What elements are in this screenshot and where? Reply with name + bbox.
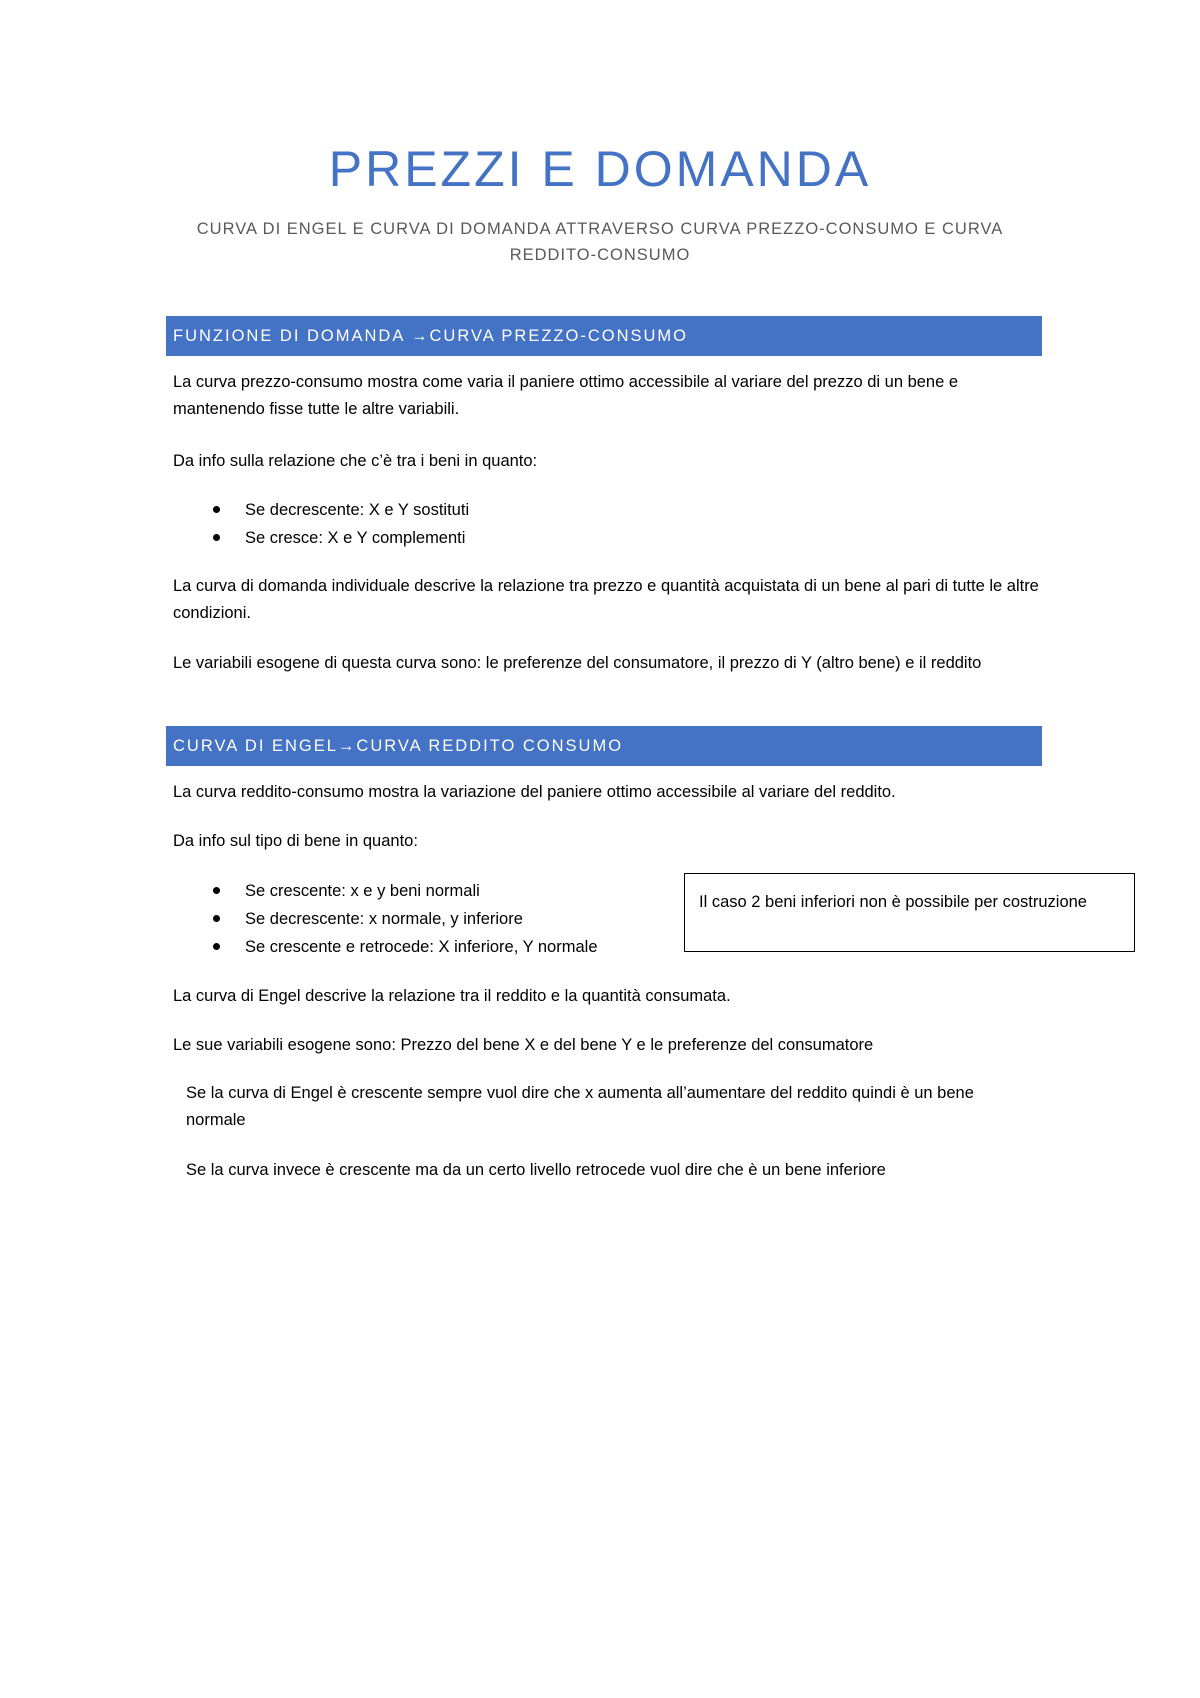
bullet-icon [213, 534, 220, 541]
paragraph: Da info sul tipo di bene in quanto: [173, 832, 418, 850]
document-subtitle: CURVA DI ENGEL E CURVA DI DOMANDA ATTRAVERSO CURVA PREZZO-CONSUMO E CURVA REDDITO-CONSUMO [196, 220, 1004, 264]
bullet-icon [213, 943, 220, 950]
paragraph: Le sue variabili esogene sono: Prezzo del bene X e del bene Y e le preferenze del consumatore [173, 1036, 874, 1054]
list-item [173, 496, 469, 524]
document-title: PREZZI E DOMANDA [328, 141, 872, 197]
list-item [173, 877, 598, 905]
list-item [173, 933, 598, 961]
list-item-text: Se decrescente: x normale, y inferiore [245, 910, 523, 928]
paragraph: Se la curva invece è crescente ma da un certo livello retrocede vuol dire che è un bene inferiore [186, 1161, 886, 1179]
list-item [173, 905, 598, 933]
bullet-icon [213, 887, 220, 894]
bullet-icon [213, 915, 220, 922]
bullet-list [173, 496, 469, 552]
bullet-icon [213, 506, 220, 513]
section-heading-demand: FUNZIONE DI DOMANDA →CURVA PREZZO-CONSUMO [166, 316, 1042, 356]
paragraph: La curva reddito-consumo mostra la variazione del paniere ottimo accessibile al variare del reddito. [173, 783, 896, 801]
paragraph: Se la curva di Engel è crescente sempre vuol dire che x aumenta all’aumentare del reddito quindi è un bene normale [186, 1084, 974, 1129]
paragraph: La curva di domanda individuale descrive la relazione tra prezzo e quantità acquistata di un bene al pari di tutte le altre condizioni. [173, 577, 1039, 622]
list-item-text: Se cresce: X e Y complementi [245, 529, 466, 547]
list-item-text: Se crescente e retrocede: X inferiore, Y normale [245, 938, 598, 956]
paragraph: La curva prezzo-consumo mostra come varia il paniere ottimo accessibile al variare del prezzo di un bene e mantenendo fisse tutte le altre variabili. [173, 373, 959, 418]
note-box: Il caso 2 beni inferiori non è possibile per costruzione [684, 873, 1135, 952]
section-heading-engel: CURVA DI ENGEL→CURVA REDDITO CONSUMO [166, 726, 1042, 766]
paragraph: La curva di Engel descrive la relazione tra il reddito e la quantità consumata. [173, 987, 731, 1005]
list-item [173, 524, 469, 552]
list-item-text: Se decrescente: X e Y sostituti [245, 501, 470, 519]
paragraph: Le variabili esogene di questa curva sono: le preferenze del consumatore, il prezzo di Y (altro bene) e il reddito [173, 654, 982, 672]
paragraph: Da info sulla relazione che c’è tra i beni in quanto: [173, 452, 538, 470]
bullet-list [173, 877, 598, 961]
list-item-text: Se crescente: x e y beni normali [245, 882, 480, 900]
